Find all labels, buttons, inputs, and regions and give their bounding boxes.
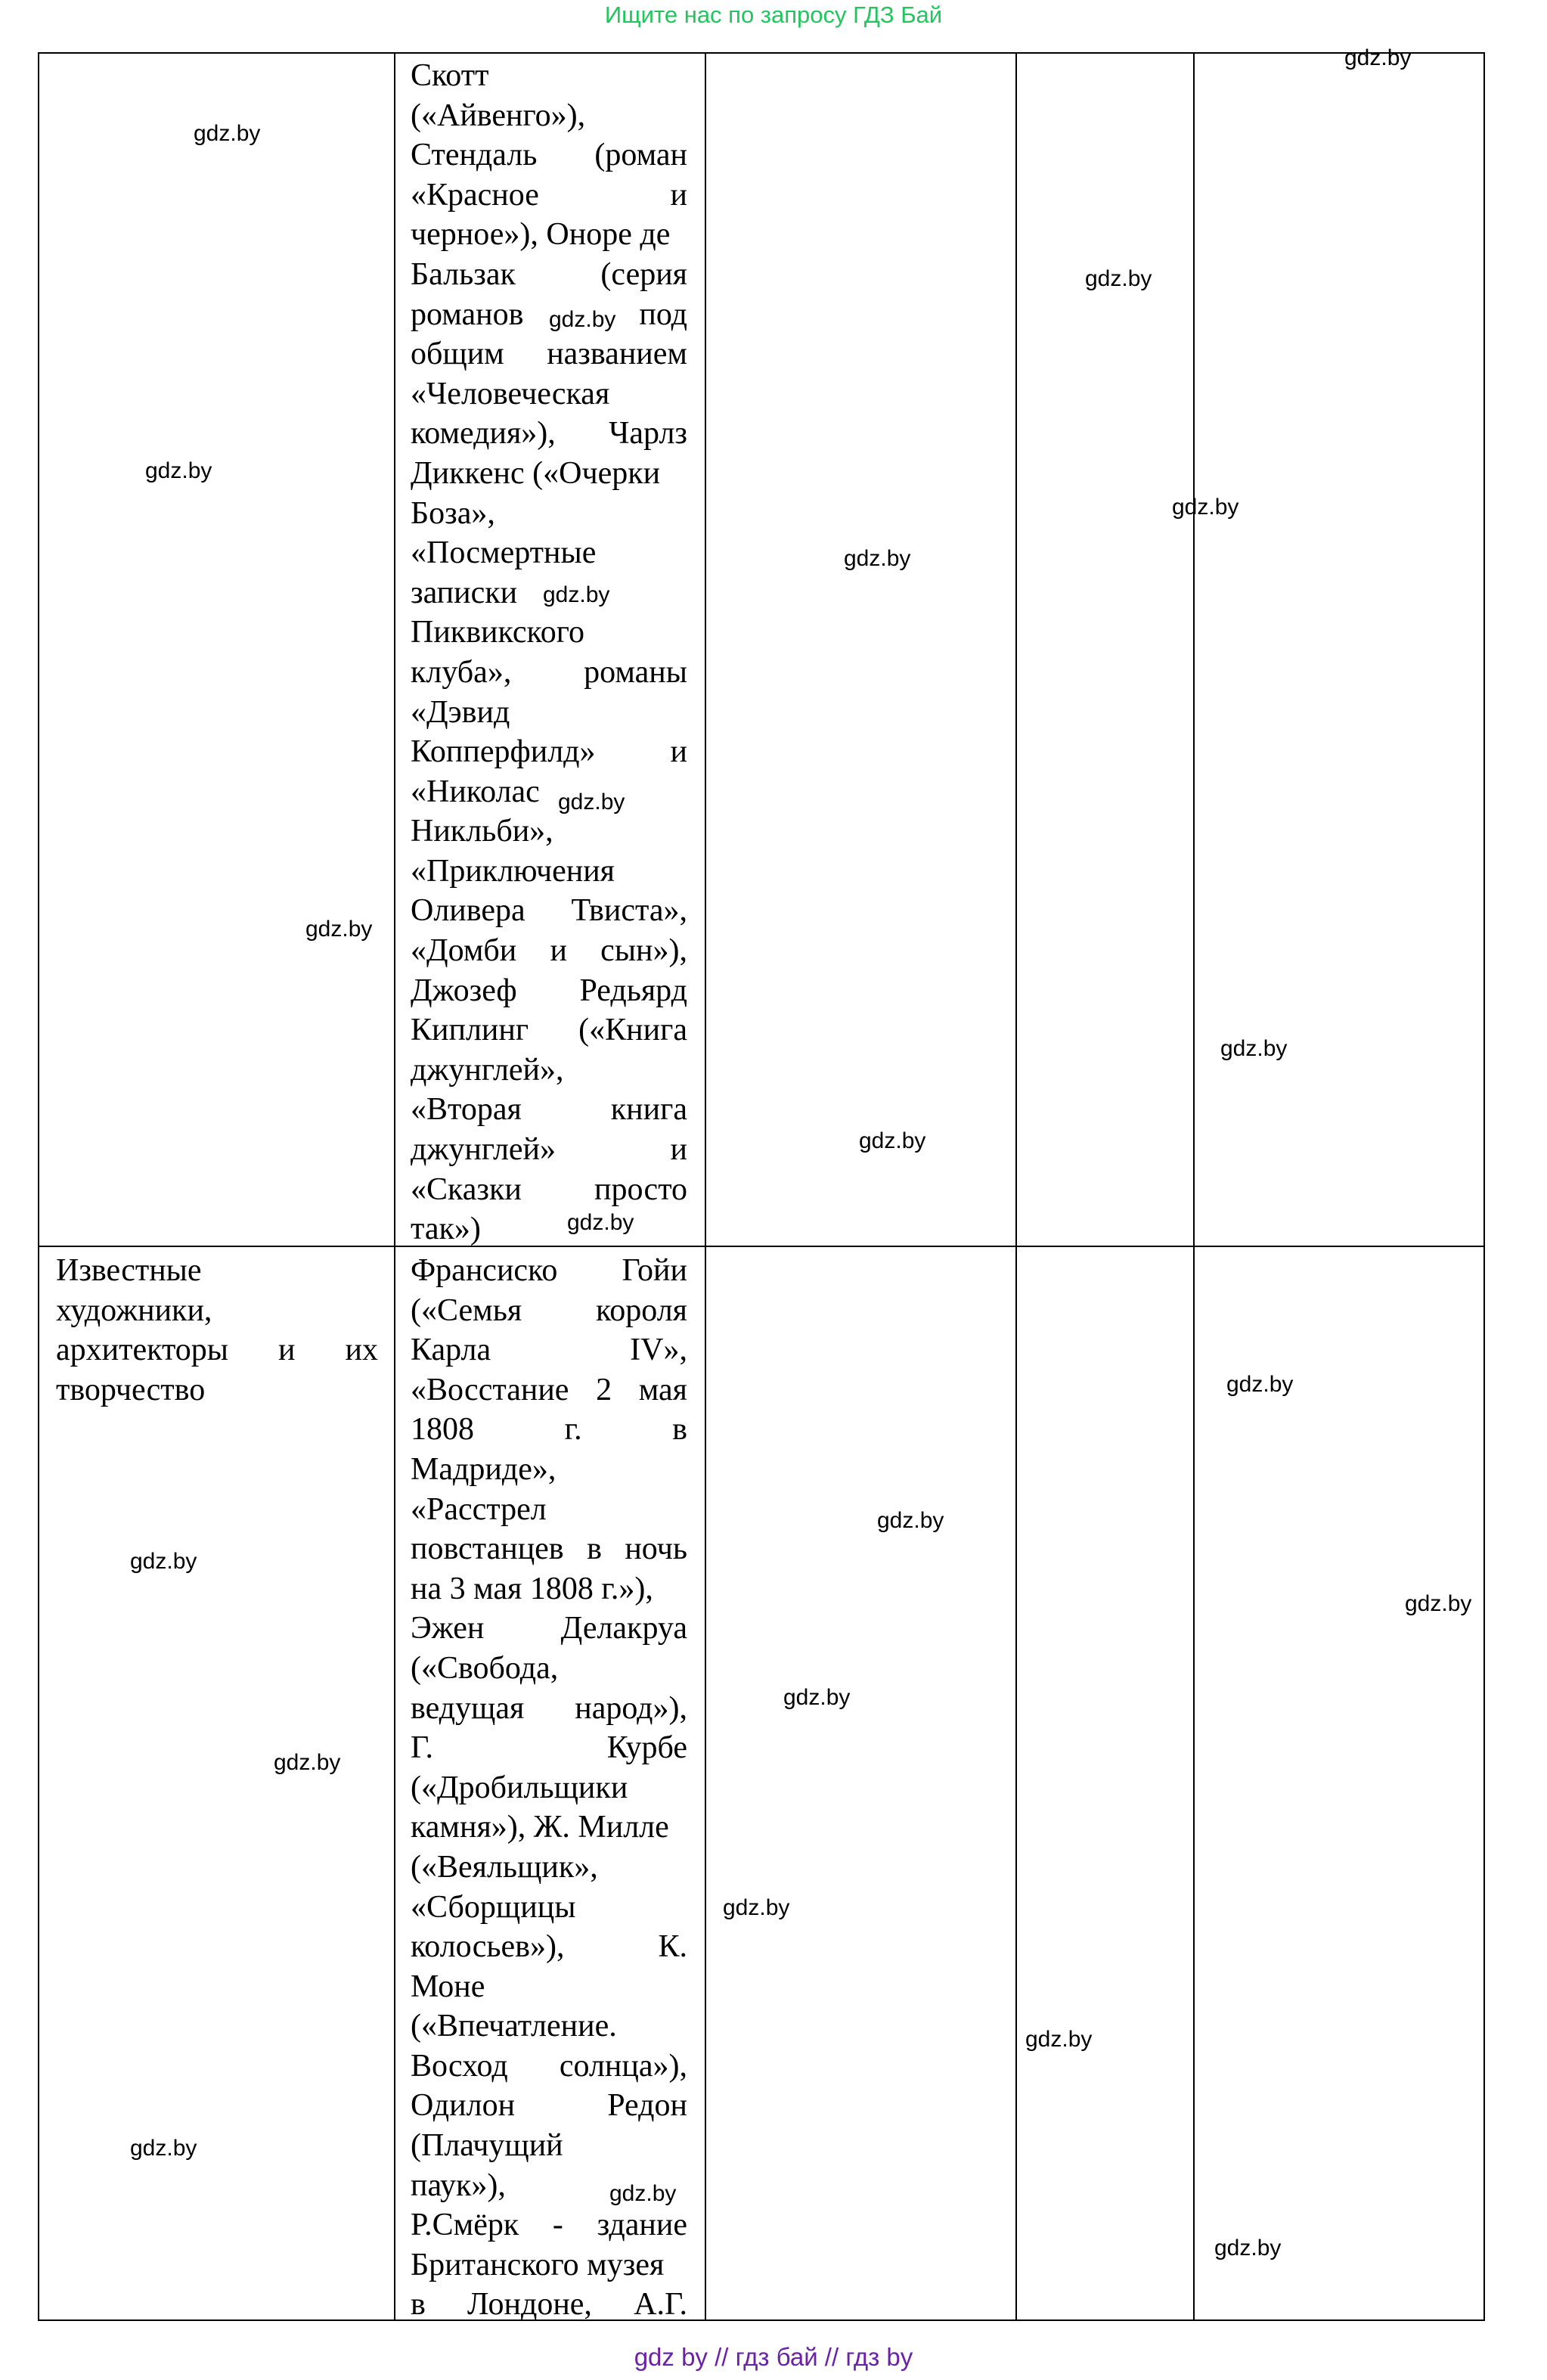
watermark: gdz.by: [1344, 45, 1412, 70]
word: «Восстание: [411, 1372, 569, 1407]
watermark: gdz.by: [567, 1210, 634, 1235]
text-line: Диккенс («Очерки: [411, 455, 661, 491]
watermark: gdz.by: [1172, 495, 1239, 520]
text-line: черное»), Оноре де: [411, 217, 671, 253]
watermark: gdz.by: [558, 790, 625, 815]
text-line: [411, 1170, 687, 1210]
text-line: [411, 2086, 687, 2126]
text-line: «Человеческая: [411, 376, 610, 411]
table-bottom-border: [38, 2319, 1485, 2321]
watermark: gdz.by: [130, 2136, 197, 2161]
watermark: gdz.by: [723, 1895, 790, 1920]
word: названием: [547, 337, 687, 372]
text-line: творчество: [56, 1372, 206, 1407]
top-banner: Ищите нас по запросу ГДЗ Бай: [604, 2, 943, 28]
word: Делакруа: [560, 1611, 687, 1646]
word: общим: [411, 337, 504, 372]
row2-artists-cell: [411, 1251, 687, 2325]
watermark: gdz.by: [783, 1685, 851, 1710]
word: ведущая: [411, 1690, 525, 1726]
text-line: [411, 653, 687, 693]
text-line: «Посмертные: [411, 535, 597, 571]
text-line: [411, 2046, 687, 2087]
text-line: «Приключения: [411, 853, 615, 889]
text-line: [411, 931, 687, 971]
text-line: [411, 2205, 687, 2245]
watermark: gdz.by: [543, 582, 610, 607]
text-line: [411, 1251, 687, 1291]
word: в: [411, 2287, 426, 2323]
text-line: [411, 175, 687, 216]
word: Стендаль: [411, 138, 538, 173]
text-line: «Сборщицы: [411, 1889, 576, 1925]
word: и: [670, 177, 687, 213]
word: комедия»),: [411, 416, 556, 451]
word: Р.Смёрк: [411, 2208, 519, 2243]
text-line: [411, 1927, 687, 1967]
column-divider-3: [1015, 52, 1017, 2321]
word: Редон: [607, 2088, 687, 2124]
word: романы: [584, 654, 687, 690]
word: Одилон: [411, 2088, 516, 2124]
text-line: [411, 1689, 687, 1729]
text-line: паук»),: [411, 2167, 506, 2203]
word: Бальзак: [411, 256, 516, 292]
word: Карла: [411, 1333, 491, 1368]
watermark: gdz.by: [274, 1750, 341, 1775]
word: Чарлз: [609, 416, 687, 451]
word: Копперфилд»: [411, 734, 596, 770]
text-line: («Дробильщики: [411, 1770, 628, 1805]
text-line: Скотт: [411, 58, 489, 93]
word: (роман: [594, 138, 687, 173]
text-line: так»): [411, 1212, 481, 1247]
watermark: gdz.by: [305, 917, 373, 942]
text-line: («Айвенго»),: [411, 98, 586, 133]
word: Восход: [411, 2048, 508, 2084]
text-line: [411, 334, 687, 374]
word: -: [552, 2208, 563, 2243]
text-line: («Свобода,: [411, 1650, 559, 1686]
watermark: gdz.by: [1405, 1591, 1472, 1616]
text-line: [411, 135, 687, 175]
text-line: джунглей»,: [411, 1052, 564, 1088]
word: в: [672, 1412, 687, 1448]
text-line: камня»), Ж. Милле: [411, 1810, 669, 1845]
word: Твиста»,: [571, 893, 687, 929]
word: под: [639, 296, 687, 332]
word: А.Г.: [634, 2287, 687, 2323]
watermark: gdz.by: [844, 546, 911, 571]
watermark: gdz.by: [1085, 266, 1152, 291]
row-divider: [38, 1246, 1485, 1247]
watermark: gdz.by: [130, 1549, 197, 1574]
text-line: [411, 1010, 687, 1050]
word: в: [587, 1531, 602, 1567]
word: IV»,: [630, 1333, 687, 1368]
text-line: [411, 1728, 687, 1768]
word: Лондоне,: [467, 2287, 592, 2323]
table-left-border: [38, 52, 39, 2321]
column-divider-1: [394, 52, 395, 2321]
word: («Семья: [411, 1292, 522, 1328]
watermark: gdz.by: [877, 1508, 944, 1533]
text-line: «Дэвид: [411, 694, 510, 730]
word: клуба»,: [411, 654, 512, 690]
word: колосьев»),: [411, 1929, 565, 1965]
column-divider-2: [705, 52, 706, 2321]
word: и: [670, 1132, 687, 1168]
word: 1808: [411, 1412, 474, 1448]
text-line: Моне: [411, 1969, 485, 2004]
footer-links: gdz by // гдз бай // гдз by: [634, 2343, 913, 2371]
text-line: Мадриде»,: [411, 1451, 556, 1487]
watermark: gdz.by: [549, 307, 616, 332]
word: «Красное: [411, 177, 539, 213]
word: Г.: [411, 1730, 434, 1766]
text-line: художники,: [56, 1292, 212, 1328]
text-line: [411, 1291, 687, 1331]
watermark: gdz.by: [1025, 2027, 1093, 2052]
word: мая: [638, 1372, 687, 1407]
word: 2: [596, 1372, 612, 1407]
word: Эжен: [411, 1611, 485, 1646]
row1-authors-cell: [411, 56, 687, 1249]
word: сын»),: [600, 933, 687, 969]
text-line: [411, 1609, 687, 1649]
watermark: gdz.by: [1226, 1372, 1294, 1397]
word: солнца»),: [559, 2048, 687, 2084]
word: и: [278, 1333, 296, 1368]
text-line: [411, 1370, 687, 1410]
text-line: «Расстрел: [411, 1491, 547, 1527]
word: г.: [564, 1412, 582, 1448]
word: и: [550, 933, 567, 969]
word: архитекторы: [56, 1333, 228, 1368]
column-divider-4: [1193, 52, 1195, 2321]
text-line: [411, 255, 687, 295]
word: здание: [597, 2208, 687, 2243]
text-line: [411, 891, 687, 931]
text-line: [411, 2285, 687, 2325]
word: Киплинг: [411, 1013, 529, 1048]
word: джунглей»: [411, 1132, 556, 1168]
text-line: Никльби»,: [411, 814, 553, 849]
text-line: [411, 1130, 687, 1170]
word: Джозеф: [411, 973, 517, 1008]
text-line: Известные: [56, 1253, 202, 1288]
text-line: [411, 414, 687, 454]
word: Редьярд: [579, 973, 687, 1008]
row2-topic-cell: [56, 1251, 378, 1410]
word: («Книга: [578, 1013, 687, 1048]
word: Франсиско: [411, 1253, 558, 1288]
watermark: gdz.by: [1220, 1036, 1288, 1061]
word: Оливера: [411, 893, 525, 929]
text-line: на 3 мая 1808 г.»),: [411, 1571, 653, 1606]
word: ночь: [625, 1531, 687, 1567]
word: «Сказки: [411, 1171, 522, 1207]
text-line: Боза»,: [411, 495, 495, 531]
text-line: (Плачущий: [411, 2128, 563, 2164]
table-top-border: [38, 52, 1485, 54]
text-line: [411, 732, 687, 772]
word: народ»),: [575, 1690, 687, 1726]
text-line: записки: [411, 575, 518, 610]
text-line: [411, 1330, 687, 1370]
word: К.: [658, 1929, 687, 1965]
text-line: [411, 971, 687, 1011]
text-line: [411, 1529, 687, 1569]
word: «Вторая: [411, 1092, 522, 1128]
watermark: gdz.by: [609, 2181, 677, 2206]
word: книга: [610, 1092, 687, 1128]
text-line: Британского музея: [411, 2247, 665, 2282]
text-line: («Веяльщик»,: [411, 1849, 598, 1885]
word: Гойи: [622, 1253, 687, 1288]
word: просто: [594, 1171, 687, 1207]
watermark: gdz.by: [145, 458, 212, 483]
text-line: [411, 1090, 687, 1130]
text-line: [411, 1410, 687, 1450]
word: повстанцев: [411, 1531, 564, 1567]
word: и: [670, 734, 687, 770]
text-line: «Николас: [411, 774, 540, 809]
word: «Домби: [411, 933, 517, 969]
word: романов: [411, 296, 524, 332]
word: Курбе: [606, 1730, 687, 1766]
watermark: gdz.by: [1214, 2236, 1282, 2261]
word: их: [345, 1333, 378, 1368]
text-line: («Впечатление.: [411, 2009, 617, 2044]
word: короля: [596, 1292, 687, 1328]
text-line: Пиквикского: [411, 615, 584, 650]
word: (серия: [600, 256, 687, 292]
text-line: [56, 1330, 378, 1370]
watermark: gdz.by: [859, 1128, 926, 1153]
watermark: gdz.by: [194, 121, 261, 146]
table-right-border: [1483, 52, 1485, 2321]
